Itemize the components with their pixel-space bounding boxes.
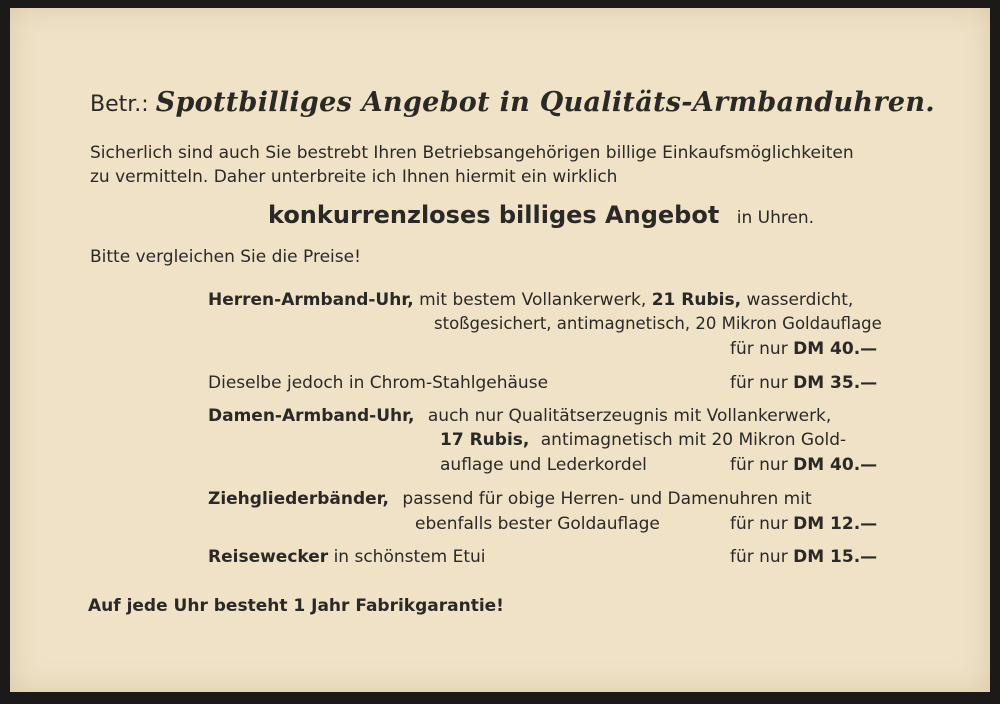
item-herren-desc-a: mit bestem Vollankerwerk, (419, 290, 647, 310)
guarantee-text: Auf jede Uhr besteht 1 Jahr Fabrikgarantie! (88, 596, 504, 616)
item-herren-price-row (730, 338, 877, 360)
price-prefix: für nur (730, 373, 788, 393)
item-herren-line-2: stoßgesichert, antimagnetisch, 20 Mikron Goldauflage (434, 314, 882, 333)
price-prefix: für nur (730, 514, 788, 534)
heading-prefix: Betr.: (90, 92, 149, 117)
item-wecker-price-row (730, 546, 877, 568)
item-damen-line-2 (440, 429, 846, 451)
item-herren-desc-c: wasserdicht, (746, 290, 854, 310)
item-herren-line-1 (208, 289, 853, 311)
item-band-line-2: ebenfalls bester Goldauflage (415, 514, 660, 534)
item-wecker-desc: in schönstem Etui (333, 547, 486, 567)
item-damen-price: DM 40.— (793, 455, 878, 475)
offer-card (10, 8, 990, 692)
price-prefix: für nur (730, 455, 788, 475)
offer-suffix: in Uhren. (736, 208, 815, 228)
item-damen-price-row (730, 454, 877, 476)
item-damen-rubis: 17 Rubis, (440, 430, 530, 450)
heading-title: Spottbilliges Angebot in Qualitäts-Armbanduhren. (155, 87, 935, 118)
item-chrom-price: DM 35.— (793, 373, 878, 393)
item-chrom-price-row (730, 372, 877, 394)
item-band-line-1 (208, 488, 812, 510)
price-prefix: für nur (730, 547, 788, 567)
item-damen-line-1 (208, 405, 831, 427)
compare-text: Bitte vergleichen Sie die Preise! (90, 247, 361, 267)
item-wecker-name: Reisewecker (208, 547, 329, 567)
heading (90, 88, 935, 120)
intro-line-2: zu vermitteln. Daher unterbreite ich Ihnen hiermit ein wirklich (90, 167, 618, 187)
item-band-price: DM 12.— (793, 514, 878, 534)
item-band-price-row (730, 513, 877, 535)
offer-line (268, 200, 814, 230)
item-damen-name: Damen-Armband-Uhr, (208, 406, 415, 426)
price-prefix: für nur (730, 339, 788, 359)
item-damen-desc-2: antimagnetisch mit 20 Mikron Gold- (540, 430, 847, 450)
item-damen-desc-1: auch nur Qualitätserzeugnis mit Vollankerwerk, (427, 406, 832, 426)
item-wecker-price: DM 15.— (793, 547, 878, 567)
offer-headline: konkurrenzloses billiges Angebot (268, 201, 720, 229)
item-herren-price: DM 40.— (793, 339, 878, 359)
item-herren-rubis: 21 Rubis, (651, 290, 742, 310)
item-damen-line-3: auflage und Lederkordel (440, 455, 647, 475)
item-band-name: Ziehgliederbänder, (208, 489, 390, 509)
intro-line-1: Sicherlich sind auch Sie bestrebt Ihren Betriebsangehörigen billige Einkaufsmöglichkeiten (90, 143, 854, 163)
item-herren-name: Herren-Armband-Uhr, (208, 290, 414, 310)
item-chrom-name: Dieselbe jedoch in Chrom-Stahlgehäuse (208, 373, 549, 393)
item-band-desc-1: passend für obige Herren- und Damenuhren mit (402, 489, 812, 509)
item-wecker-line (208, 546, 485, 568)
